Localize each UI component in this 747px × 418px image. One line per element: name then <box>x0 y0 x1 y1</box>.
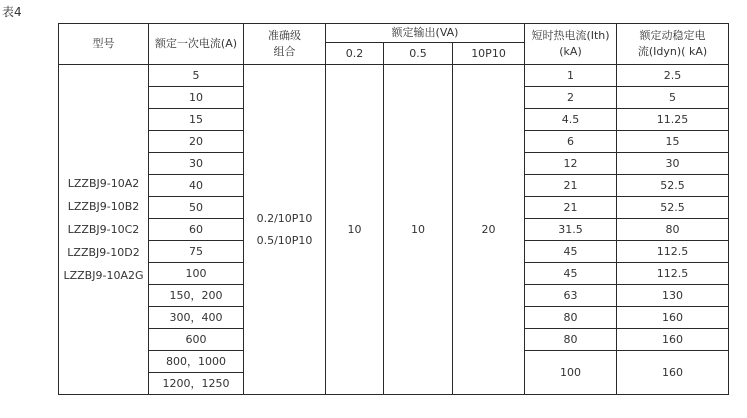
current-cell: 60 <box>149 219 244 241</box>
header-dynamic-line2: 流(Idyn)( kA) <box>637 45 708 58</box>
spec-table <box>58 23 729 395</box>
thermal-cell: 21 <box>525 197 617 219</box>
header-thermal-line2: (kA) <box>559 45 582 58</box>
model-name: LZZBJ9-10B2 <box>67 200 140 213</box>
dynamic-cell: 2.5 <box>617 65 729 87</box>
current-cell: 800，1000 <box>149 351 244 373</box>
thermal-cell: 45 <box>525 241 617 263</box>
current-cell: 50 <box>149 197 244 219</box>
dynamic-cell: 160 <box>617 329 729 351</box>
dynamic-cell: 80 <box>617 219 729 241</box>
model-name: LZZBJ9-10D2 <box>67 246 140 259</box>
dynamic-cell: 52.5 <box>617 197 729 219</box>
table-caption: 表4 <box>2 5 22 19</box>
thermal-cell: 4.5 <box>525 109 617 131</box>
header-accuracy-line1: 准确级 <box>268 29 301 42</box>
header-output-group: 额定输出(VA) <box>326 24 525 43</box>
header-output-0.2: 0.2 <box>326 43 384 65</box>
accuracy-cell <box>244 65 326 395</box>
header-dynamic-line1: 额定动稳定电 <box>639 29 706 42</box>
thermal-cell: 1 <box>525 65 617 87</box>
dynamic-cell: 30 <box>617 153 729 175</box>
header-model: 型号 <box>59 24 149 65</box>
dynamic-cell: 112.5 <box>617 241 729 263</box>
header-output-0.5: 0.5 <box>384 43 453 65</box>
thermal-cell: 21 <box>525 175 617 197</box>
current-cell: 75 <box>149 241 244 263</box>
current-cell: 30 <box>149 153 244 175</box>
header-output-10p10: 10P10 <box>453 43 525 65</box>
model-name: LZZBJ9-10A2 <box>67 177 140 190</box>
thermal-cell: 2 <box>525 87 617 109</box>
thermal-cell: 80 <box>525 329 617 351</box>
model-name: LZZBJ9-10A2G <box>63 269 144 282</box>
thermal-cell: 31.5 <box>525 219 617 241</box>
dynamic-cell: 160 <box>617 307 729 329</box>
dynamic-cell: 52.5 <box>617 175 729 197</box>
current-cell: 10 <box>149 87 244 109</box>
dynamic-cell: 112.5 <box>617 263 729 285</box>
accuracy-value: 0.2/10P10 <box>256 211 313 225</box>
header-primary-current: 额定一次电流(A) <box>149 24 244 65</box>
dynamic-cell: 130 <box>617 285 729 307</box>
dynamic-cell: 11.25 <box>617 109 729 131</box>
output-0.2-cell: 10 <box>326 65 384 395</box>
thermal-cell: 45 <box>525 263 617 285</box>
current-cell: 600 <box>149 329 244 351</box>
current-cell: 100 <box>149 263 244 285</box>
table-row <box>59 65 729 87</box>
header-accuracy-line2: 组合 <box>273 45 296 58</box>
model-list-cell <box>59 65 149 395</box>
header-accuracy <box>244 24 326 65</box>
header-thermal-line1: 短时热电流(Ith) <box>531 29 610 42</box>
thermal-cell: 100 <box>525 351 617 395</box>
dynamic-cell: 15 <box>617 131 729 153</box>
current-cell: 5 <box>149 65 244 87</box>
header-dynamic <box>617 24 729 65</box>
header-thermal <box>525 24 617 65</box>
current-cell: 150，200 <box>149 285 244 307</box>
output-10p10-cell: 20 <box>453 65 525 395</box>
thermal-cell: 63 <box>525 285 617 307</box>
current-cell: 40 <box>149 175 244 197</box>
current-cell: 20 <box>149 131 244 153</box>
dynamic-cell: 160 <box>617 351 729 395</box>
thermal-cell: 80 <box>525 307 617 329</box>
accuracy-value: 0.5/10P10 <box>256 233 313 247</box>
output-0.5-cell: 10 <box>384 65 453 395</box>
current-cell: 15 <box>149 109 244 131</box>
thermal-cell: 12 <box>525 153 617 175</box>
dynamic-cell: 5 <box>617 87 729 109</box>
current-cell: 1200，1250 <box>149 373 244 395</box>
thermal-cell: 6 <box>525 131 617 153</box>
current-cell: 300，400 <box>149 307 244 329</box>
model-name: LZZBJ9-10C2 <box>67 223 140 236</box>
header-row <box>59 24 729 43</box>
